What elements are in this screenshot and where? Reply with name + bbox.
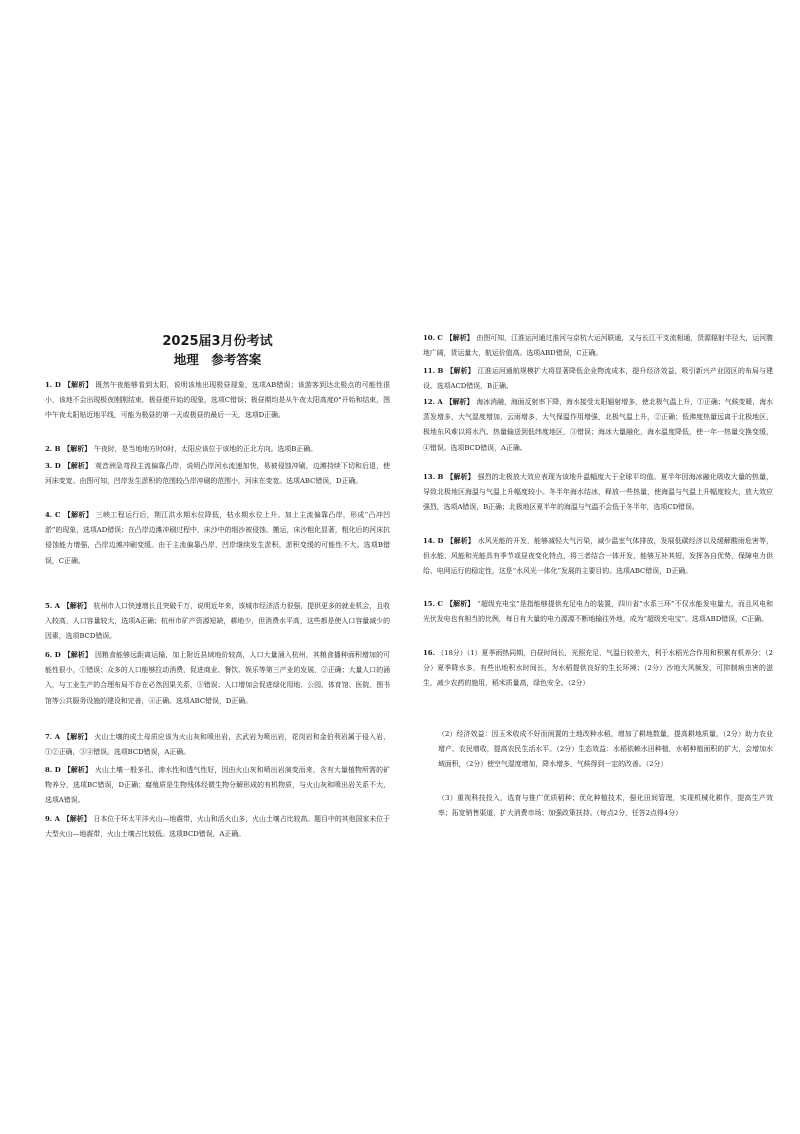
answer-number: 16.: [423, 649, 435, 657]
answer-text: 因粮食能够远距离运输，加上附近县域地价较高，人口大量涌入杭州，其粮食播种面积增加的可能性很小，①错误；众多的人口能够拉动消费，促进商业、餐饮、娱乐等第三产业的发展，②正确；大量人口的涌入，与工业生产的合理布局不存在必然因果关系，③错误；人口增加会促进绿化用地、公园、体育馆、医院、图书馆等公共服务设施的建设和完善，④正确。选项ABC错误，D正确。: [45, 651, 391, 705]
answer-number: 14. D: [423, 537, 444, 545]
answer-text: 由图可知，江淮运河通过淮河与京杭大运河联通，又与长江干支流相通，货源辐射半径大，运河腹地广阔，货运量大，航运价值高。选项ABD错误，C正确。: [423, 334, 774, 358]
analysis-tag: 【解析】: [63, 462, 92, 470]
analysis-tag: 【解析】: [446, 473, 475, 481]
answer-text: 三峡工程运行后，荆江洪水期水位降低，枯水期水位上升。加上主流偏靠凸岸，形成“凸冲凹淤”的现象，选项AD错误；在凸岸边滩冲刷过程中，床沙中的细沙被侵蚀、搬运，床沙粗化显著，粗化后的河床抗侵蚀能力增强，凸岸边滩冲刷变缓。由于主流偏靠凸岸，凹岸继续发生淤积，淤积变缓的可能性不大。选项B错误，C正确。: [45, 511, 390, 565]
answer-text: “超级充电宝”是指能够提供充足电力的装置，四川省“水系三环”不仅水能发电量大，而且风电和光伏发电也有相当的比例，每日有大量的电力源源不断地输往外地，成为“超级充电宝”。选项ABD错误，C正确。: [423, 600, 773, 624]
answer-item-11: [423, 364, 773, 394]
answer-item-6: [45, 648, 390, 709]
exam-title: 2025届3月份考试: [162, 334, 273, 349]
answer-item-12: [423, 395, 773, 456]
answer-item-7: [45, 730, 390, 760]
answer-item-16-part-2: [438, 727, 773, 773]
answer-text: （3）重视科技投入，选育与推广优质稻种；优化种植技术，强化田间管理，实现机械化耕作，提高生产效率；拓宽销售渠道，扩大消费市场；加强政策扶持。（每点2分，任答2点得4分）: [438, 794, 773, 818]
analysis-tag: 【解析】: [63, 445, 91, 453]
answer-number: 2. B: [45, 445, 61, 453]
answer-text: 火山土壤的成土母质应该为火山灰和喷出岩，玄武岩为喷出岩，花岗岩和金伯利岩属于侵入岩，①②正确，③④错误。选项BCD错误，A正确。: [45, 733, 390, 757]
answer-text: 既然午夜能够看到太阳，说明该地出现极昼现象，选项AB错误；该游客到达北极点的可能性很小，该地不会出现极夜刚刚结束，极昼便开始的现象，选项C错误；极昼期均是从午夜太阳高度0°开始和结束，图中午夜太阳贴近地平线，可能为极昼的第一天或极昼的最后一天，选项D正确。: [45, 381, 390, 420]
analysis-tag: 【解析】: [445, 334, 474, 342]
answer-item-8: [45, 763, 390, 809]
answer-item-16-part-1: [423, 646, 773, 692]
analysis-tag: 【解析】: [63, 651, 92, 659]
answer-item-9: [45, 812, 390, 842]
analysis-tag: 【解析】: [63, 511, 93, 519]
answer-item-5: [45, 599, 390, 645]
answer-number: 15. C: [423, 600, 444, 608]
answer-item-1: [45, 378, 390, 424]
answer-text: 火山土壤一般多孔，渗水性和透气性好，因由火山灰和喷出岩演变而来，含有大量植物所需的矿物养分，选项BC错误，D正确；腐殖质是生物残体经微生物分解形成的有机物质，与火山灰和喷出岩关系不大，选项A错误。: [45, 766, 391, 805]
analysis-tag: 【解析】: [446, 367, 475, 375]
answer-item-10: [423, 331, 773, 361]
answer-text: 水风光能的开发，能够减轻大气污染，减少温室气体排放，发展低碳经济以及缓解酸雨危害等，但水能、风能和光能具有季节或昼夜变化特点，将三者结合一体开发，能够互补其短，发挥各自优势，保障电力供给、电网运行的稳定性，这是“水风光一体化”发展的主要目的。选项ABC错误，D正确。: [423, 537, 774, 576]
answer-number: 9. A: [45, 815, 60, 823]
answer-number: 11. B: [423, 367, 444, 375]
answer-number: 3. D: [45, 462, 61, 470]
exam-subtitle: 地理 参考答案: [173, 352, 262, 367]
answer-number: 1. D: [45, 381, 61, 389]
answer-text: 观音洲急弯段主流偏靠凸岸，说明凸岸河水流速加快，易被侵蚀冲刷，边滩持续下切和后退，使河床变宽。由图可知，凹岸发生淤积的范围较凸岸冲刷的范围小，河床在变宽。选项ABC错误，D正确。: [45, 462, 391, 486]
answer-text: 海冰消融，海面反射率下降，海水接受太阳辐射增多，使北极气温上升，①正确；气候变暖，海水蒸发增多，大气湿度增加，云雨增多，大气保温作用增强，北极气温上升，②正确；低沸度热量远离于北极地区，极地东风难以将水汽、热量输送到低纬度地区，③错误；海冰大量融化，海水温度降低，使一年一热量交换变缓，④错误。选项BCD错误，A正确。: [423, 398, 774, 452]
answer-number: 4. C: [45, 511, 61, 519]
answer-number: 5. A: [45, 602, 60, 610]
answer-number: 12. A: [423, 398, 443, 406]
answer-text: 日本位于环太平洋火山—地震带，火山和活火山多，火山土壤占比较高。题目中的其他国家未位于大型火山—地震带，火山土壤占比较低。选项BCD错误，A正确。: [45, 815, 391, 839]
answer-text: 强烈的北极放大效应表现为该地升温幅度大于全球平均值。夏半年因海冰融化吸收大量的热量，导致北极地区海温与气温上升幅度较小。冬半年海水结冰，释放一些热量，使海温与气温上升幅度较大，放大效应强烈，选项A错误，B正确；北极地区夏半年的海温与气温不会低于冬半年，选项CD错误。: [423, 473, 774, 512]
analysis-tag: 【解析】: [63, 381, 93, 389]
answer-text: （18分）（1）夏季雨热同期，白昼时间长，光照充足，气温日较差大，利于水稻光合作用和积累有机养分；（2分）夏季降水多，有些出地积水时间长，为水稻提供良好的生长环境；（2分）沙地大风频发，可抑制病虫害的滋生，减少农药的施用，稻米质量高，绿色安全。（2分）: [423, 649, 773, 688]
answer-number: 13. B: [423, 473, 444, 481]
analysis-tag: 【解析】: [62, 815, 91, 823]
answer-item-15: [423, 597, 773, 627]
answer-item-14: [423, 534, 773, 580]
answer-text: 江淮运河通航规模扩大将显著降低企业物流成本，提升经济效益，吸引新兴产业园区的布局与建设。选项ACD错误，B正确。: [423, 367, 774, 391]
answer-number: 6. D: [45, 651, 61, 659]
answer-text: 杭州市人口快速增长且突破千万，说明近年来，该城市经济活力很强，提供更多的就业机会，且收入较高，人口容量较大，选项A正确；杭州市矿产资源短缺，耕地少，但消费水平高，这些都是使人口容量减少的因素，选项BCD错误。: [45, 602, 391, 641]
answer-item-2: [45, 442, 390, 457]
answer-text: （2）经济效益：因玉米收成不好而闲置的土地改种水稻，增加了耕地数量，提高耕地质量，（2分）助力农业增产、农民增收，提高农民生活水平。（2分）生态效益：水稻依赖水田种植，水稻种植面积的扩大，会增加水域面积，（2分）使空气湿度增加，降水增多，气候得到一定的改善。（2分）: [438, 730, 773, 769]
analysis-tag: 【解析】: [62, 602, 91, 610]
answer-number: 10. C: [423, 334, 443, 342]
answer-number: 8. D: [45, 766, 61, 774]
analysis-tag: 【解析】: [63, 766, 92, 774]
answer-text: 午夜时，是当地地方时0时，太阳应该位于该地的正北方向。选项B正确。: [93, 445, 318, 453]
answer-item-4: [45, 508, 390, 569]
analysis-tag: 【解析】: [446, 537, 475, 545]
answer-item-16-part-3: [438, 791, 773, 821]
analysis-tag: 【解析】: [63, 733, 92, 741]
analysis-tag: 【解析】: [445, 398, 474, 406]
answer-item-13: [423, 470, 773, 516]
answer-number: 7. A: [45, 733, 61, 741]
answer-item-3: [45, 459, 390, 489]
analysis-tag: 【解析】: [446, 600, 475, 608]
